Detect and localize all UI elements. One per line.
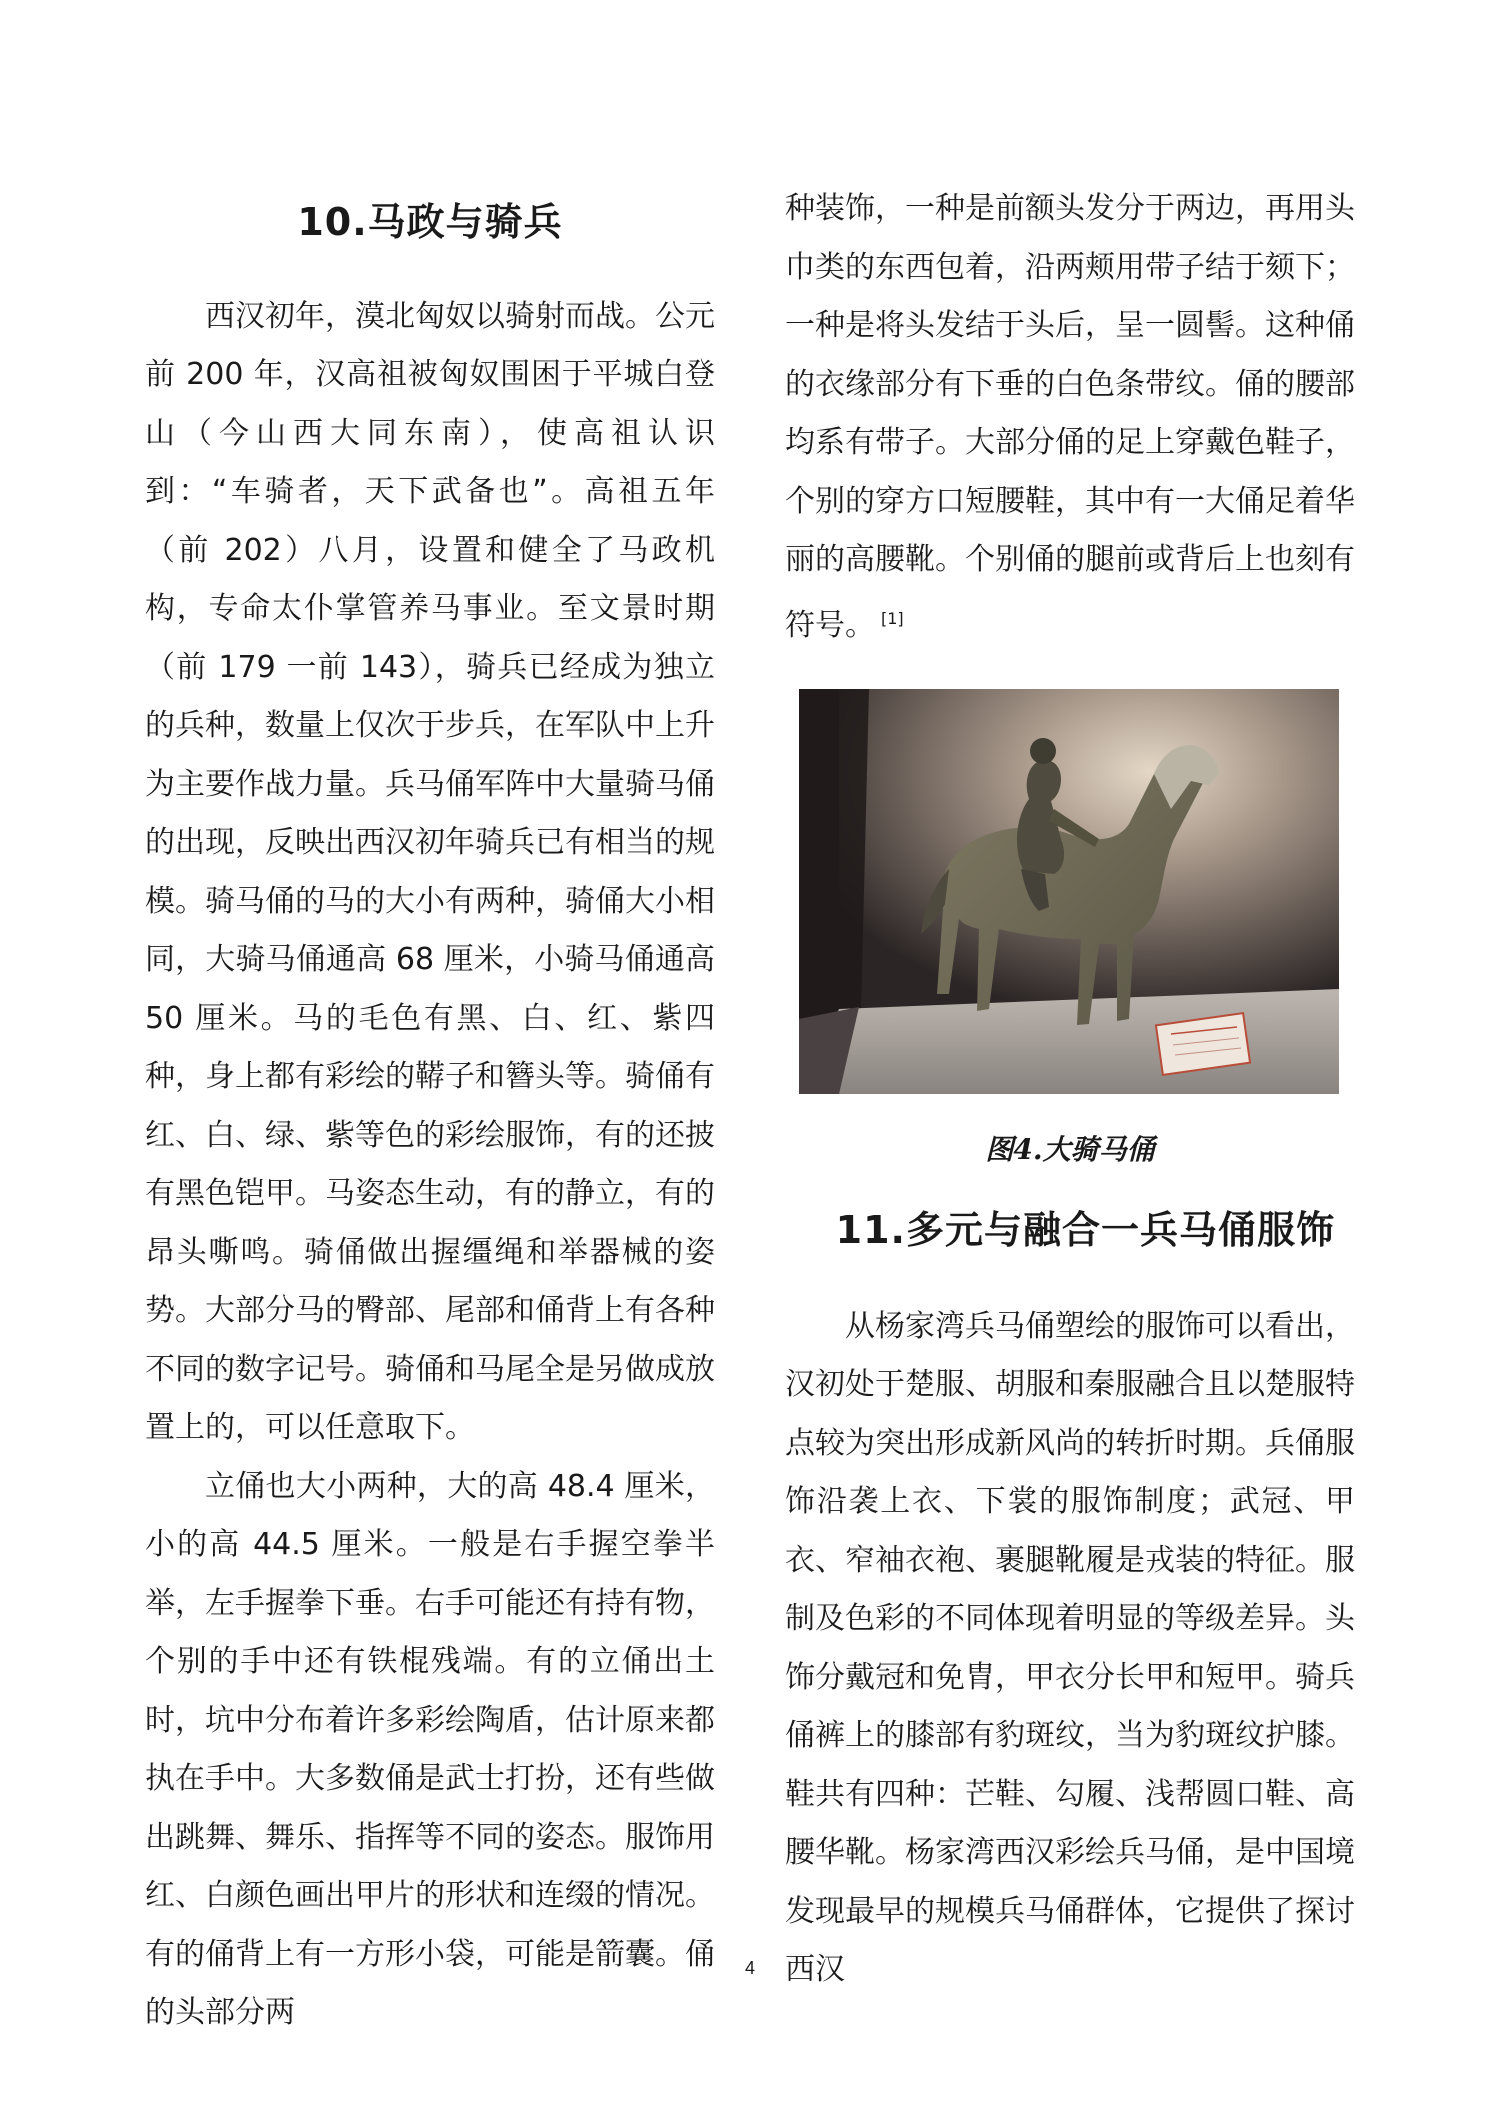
section-11-title: 11.多元与融合一兵马俑服饰: [835, 1208, 1335, 1252]
section-10-title: 10.马政与骑兵: [297, 200, 563, 244]
section-11-paragraph-1: 从杨家湾兵马俑塑绘的服饰可以看出，汉初处于楚服、胡服和秦服融合且以楚服特点较为突出形成新风尚的转折时期。兵俑服饰沿袭上衣、下裳的服饰制度；武冠、甲衣、窄袖衣袍、裹腿靴履是戎装的特征。服制及色彩的不同体现着明显的等级差异。头饰分戴冠和免胄，甲衣分长甲和短甲。骑兵俑裤上的膝部有豹斑纹，当为豹斑纹护膝。鞋共有四种：芒鞋、勾履、浅帮圆口鞋、高腰华靴。杨家湾西汉彩绘兵马俑，是中国境 发现最早的规模兵马俑群体，它提供了探讨西汉: [785, 1308, 1355, 1988]
section-10-paragraph-2-continued: [785, 180, 1355, 655]
page-number: 4: [744, 1958, 755, 1978]
citation-marker: [1]: [881, 608, 904, 628]
horse-rider-figurine-image: [799, 689, 1339, 1094]
paragraph-text: 种装饰，一种是前额头发分于两边，再用头巾类的东西包着，沿两颊用带子结于颏下；一种是将头发结于头后，呈一圆髻。这种俑的衣缘部分有下垂的白色条带纹。俑的腰部均系有带子。大部分俑的足上穿戴色鞋子，个别的穿方口短腰鞋，其中有一大俑足着华丽的高腰靴。个别俑的腿前或背后上也刻有符号。: [785, 191, 1355, 643]
figure-horse-rider-photo: [799, 689, 1339, 1094]
right-column: [785, 180, 1355, 2000]
figure-caption: 图4.大骑马俑: [985, 1133, 1155, 1166]
section-10-paragraph-2: 立俑也大小两种，大的高 48.4 厘米，小的高 44.5 厘米。一般是右手握空拳半举，左手握拳下垂。右手可能还有持有物，个别的手中还有铁棍残端。有的立俑出土时，坑中分布着许多彩绘陶盾，估计原来都执在手中。大多数俑是武士打扮，还有些做出跳舞、舞乐、指挥等不同的姿态。服饰用红、白颜色画出甲片的形状和连缀的情况。有的俑背上有一方形小袋，可能是箭囊。俑的头部分两: [145, 1468, 715, 2031]
section-10-paragraph-1: 西汉初年，漠北匈奴以骑射而战。公元前 200 年，汉高祖被匈奴围困于平城白登山（今山西大同东南），使高祖认识到：“车骑者，天下武备也”。高祖五年（前 202）八月，设置和健全了马政机构，专命太仆掌管养马事业。至文景时期（前 179 一前 143），骑兵已经成为独立的兵种，数量上仅次于步兵，在军队中上升为主要作战力量。兵马俑军阵中大量骑马俑的出现，反映出西汉初年骑兵已有相当的规模。骑马俑的马的大小有两种，骑俑大小相同，大骑马俑通高 68 厘米，小骑马俑通高 50 厘米。马的毛色有黑、白、红、紫四种，身上都有彩绘的鞯子和簪头等。骑俑有红、白、绿、紫等色的彩绘服饰，有的还披有黑色铠甲。马姿态生动，有的静立，有的昂头嘶鸣。骑俑做出握缰绳和举器械的姿势。大部分马的臀部、尾部和俑背上有各种不同的数字记号。骑俑和马尾全是另做成放置上的，可以任意取下。: [145, 298, 715, 1446]
left-column: [145, 180, 715, 2043]
